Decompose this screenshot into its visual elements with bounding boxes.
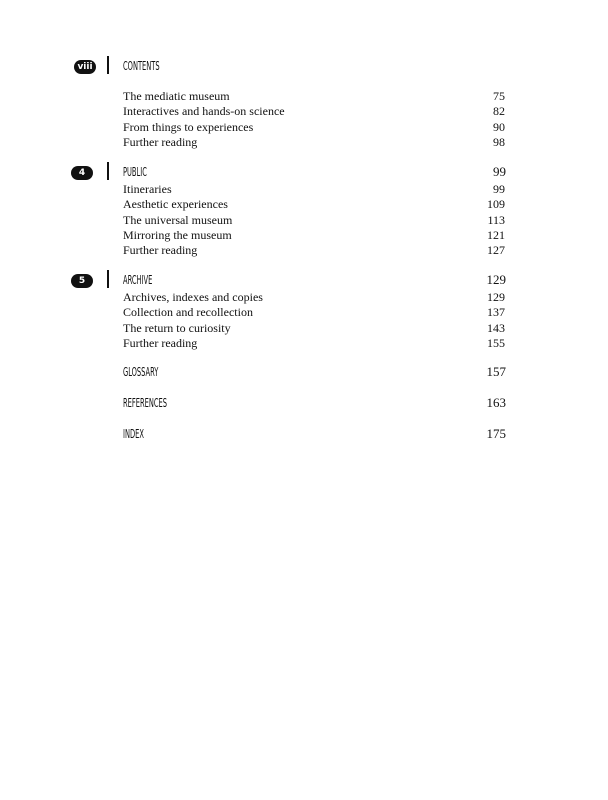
toc-entry-page: 113 (487, 213, 505, 227)
back-matter-heading (0, 366, 608, 386)
toc-entry (0, 335, 608, 351)
toc-entry-page: 155 (487, 336, 505, 350)
toc-entry-page: 90 (493, 120, 505, 134)
toc-entry-title: Aesthetic experiences (123, 197, 228, 211)
toc-entry-title: From things to experiences (123, 120, 254, 134)
toc-entry-page: 98 (493, 135, 505, 149)
chapter-title: PUBLIC (123, 165, 147, 179)
toc-entry-title: Further reading (123, 243, 198, 257)
toc-entry-title: Further reading (123, 135, 198, 149)
toc-entry-page: 82 (493, 104, 505, 118)
chapter-divider (107, 270, 109, 288)
back-matter-page: 175 (486, 426, 506, 441)
toc-entry-title: The mediatic museum (123, 89, 230, 103)
header-divider (107, 56, 109, 74)
page-header (0, 60, 608, 80)
back-matter-heading (0, 428, 608, 448)
toc-entry (0, 212, 608, 228)
toc-entry-page: 129 (487, 290, 505, 304)
toc-entry-page: 137 (487, 305, 505, 319)
toc-entry-title: Collection and recollection (123, 305, 253, 319)
toc-entry (0, 88, 608, 104)
chapter-number-badge: 4 (71, 166, 93, 180)
chapter-number-badge: 5 (71, 274, 93, 288)
toc-entry-title: The return to curiosity (123, 321, 231, 335)
toc-entry-page: 127 (487, 243, 505, 257)
chapter-page: 129 (486, 272, 506, 287)
chapter-divider (107, 162, 109, 180)
toc-entry (0, 181, 608, 197)
toc-entry-title: Interactives and hands-on science (123, 104, 285, 118)
toc-entry-title: Further reading (123, 336, 198, 350)
toc-entry (0, 320, 608, 336)
toc-entry-title: Itineraries (123, 182, 172, 196)
page-title: CONTENTS (123, 59, 160, 73)
toc-entry-page: 75 (493, 89, 505, 103)
page-number-badge: viii (74, 60, 96, 74)
toc-entry (0, 196, 608, 212)
toc-entry-page: 121 (487, 228, 505, 242)
back-matter-page: 163 (486, 395, 506, 410)
toc-entry (0, 134, 608, 150)
toc-entry-page: 99 (493, 182, 505, 196)
chapter-page: 99 (493, 164, 506, 179)
chapter-title: ARCHIVE (123, 273, 153, 287)
back-matter-title: GLOSSARY (123, 365, 159, 379)
toc-entry-title: Archives, indexes and copies (123, 290, 263, 304)
toc-entry (0, 227, 608, 243)
toc-entry-title: The universal museum (123, 213, 233, 227)
back-matter-title: REFERENCES (123, 396, 168, 410)
toc-entry (0, 242, 608, 258)
back-matter-title: INDEX (123, 427, 144, 441)
toc-entry (0, 304, 608, 320)
toc-entry (0, 289, 608, 305)
toc-entry (0, 103, 608, 119)
toc-entry (0, 119, 608, 135)
back-matter-page: 157 (486, 364, 506, 379)
toc-entry-title: Mirroring the museum (123, 228, 232, 242)
toc-entry-page: 143 (487, 321, 505, 335)
toc-entry-page: 109 (487, 197, 505, 211)
back-matter-heading (0, 397, 608, 417)
